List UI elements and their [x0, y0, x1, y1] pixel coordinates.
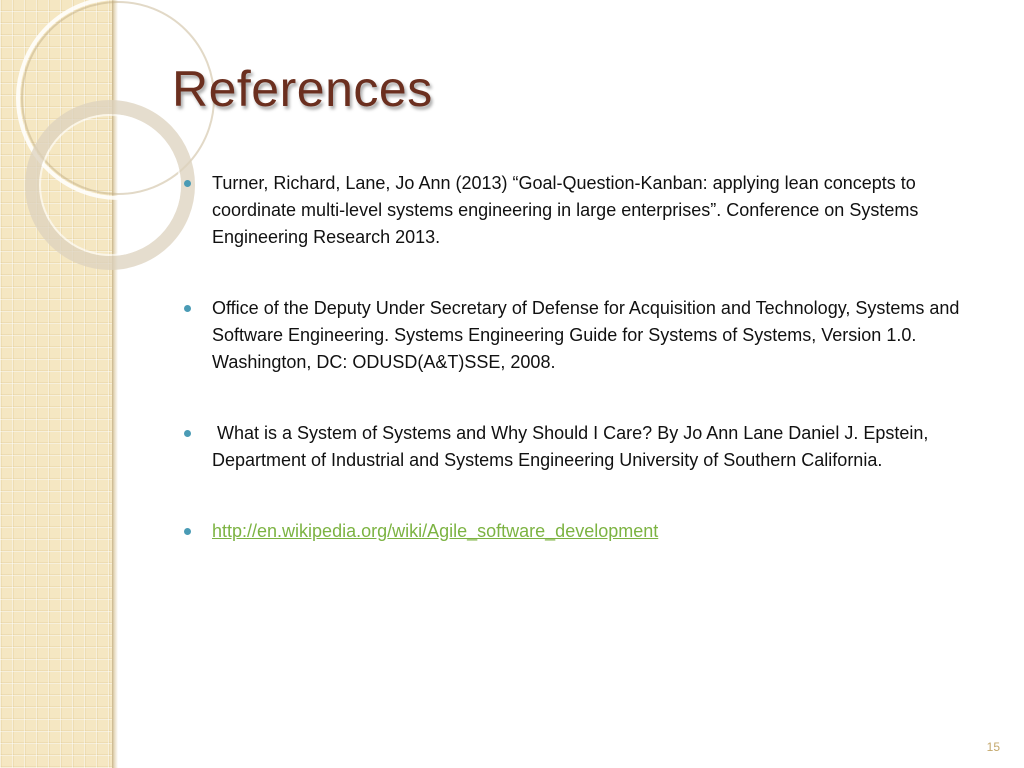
- reference-item-odusd: [182, 295, 982, 376]
- reference-item-wikipedia: [182, 518, 982, 545]
- slide-title: References: [172, 61, 433, 117]
- page-number: 15: [986, 740, 1000, 754]
- wikipedia-link[interactable]: http://en.wikipedia.org/wiki/Agile_software_development: [212, 521, 659, 541]
- reference-text: What is a System of Systems and Why Should I Care? By Jo Ann Lane Daniel J. Epstein, Department of Industrial and Systems Engineering University of Southern California.: [212, 423, 934, 470]
- reference-item-turner: [182, 170, 982, 251]
- reference-item-lane-epstein: [182, 420, 982, 474]
- bullet-icon: [184, 430, 191, 437]
- reference-text: Turner, Richard, Lane, Jo Ann (2013) “Goal-Question-Kanban: applying lean concepts to coordinate multi-level systems engineering in large enterprises”. Conference on Systems Engineering Research 2013.: [212, 173, 919, 247]
- bullet-icon: [184, 305, 191, 312]
- bullet-icon: [184, 180, 191, 187]
- decorative-rings: [0, 0, 200, 260]
- reference-text: Office of the Deputy Under Secretary of Defense for Acquisition and Technology, Systems and Software Engineering. Systems Engineering Guide for Systems of Systems, Version 1.0. Washington, DC: ODUSD(A&T)SSE, 2008.: [212, 298, 960, 372]
- bullet-icon: [184, 528, 191, 535]
- reference-list: [182, 170, 982, 589]
